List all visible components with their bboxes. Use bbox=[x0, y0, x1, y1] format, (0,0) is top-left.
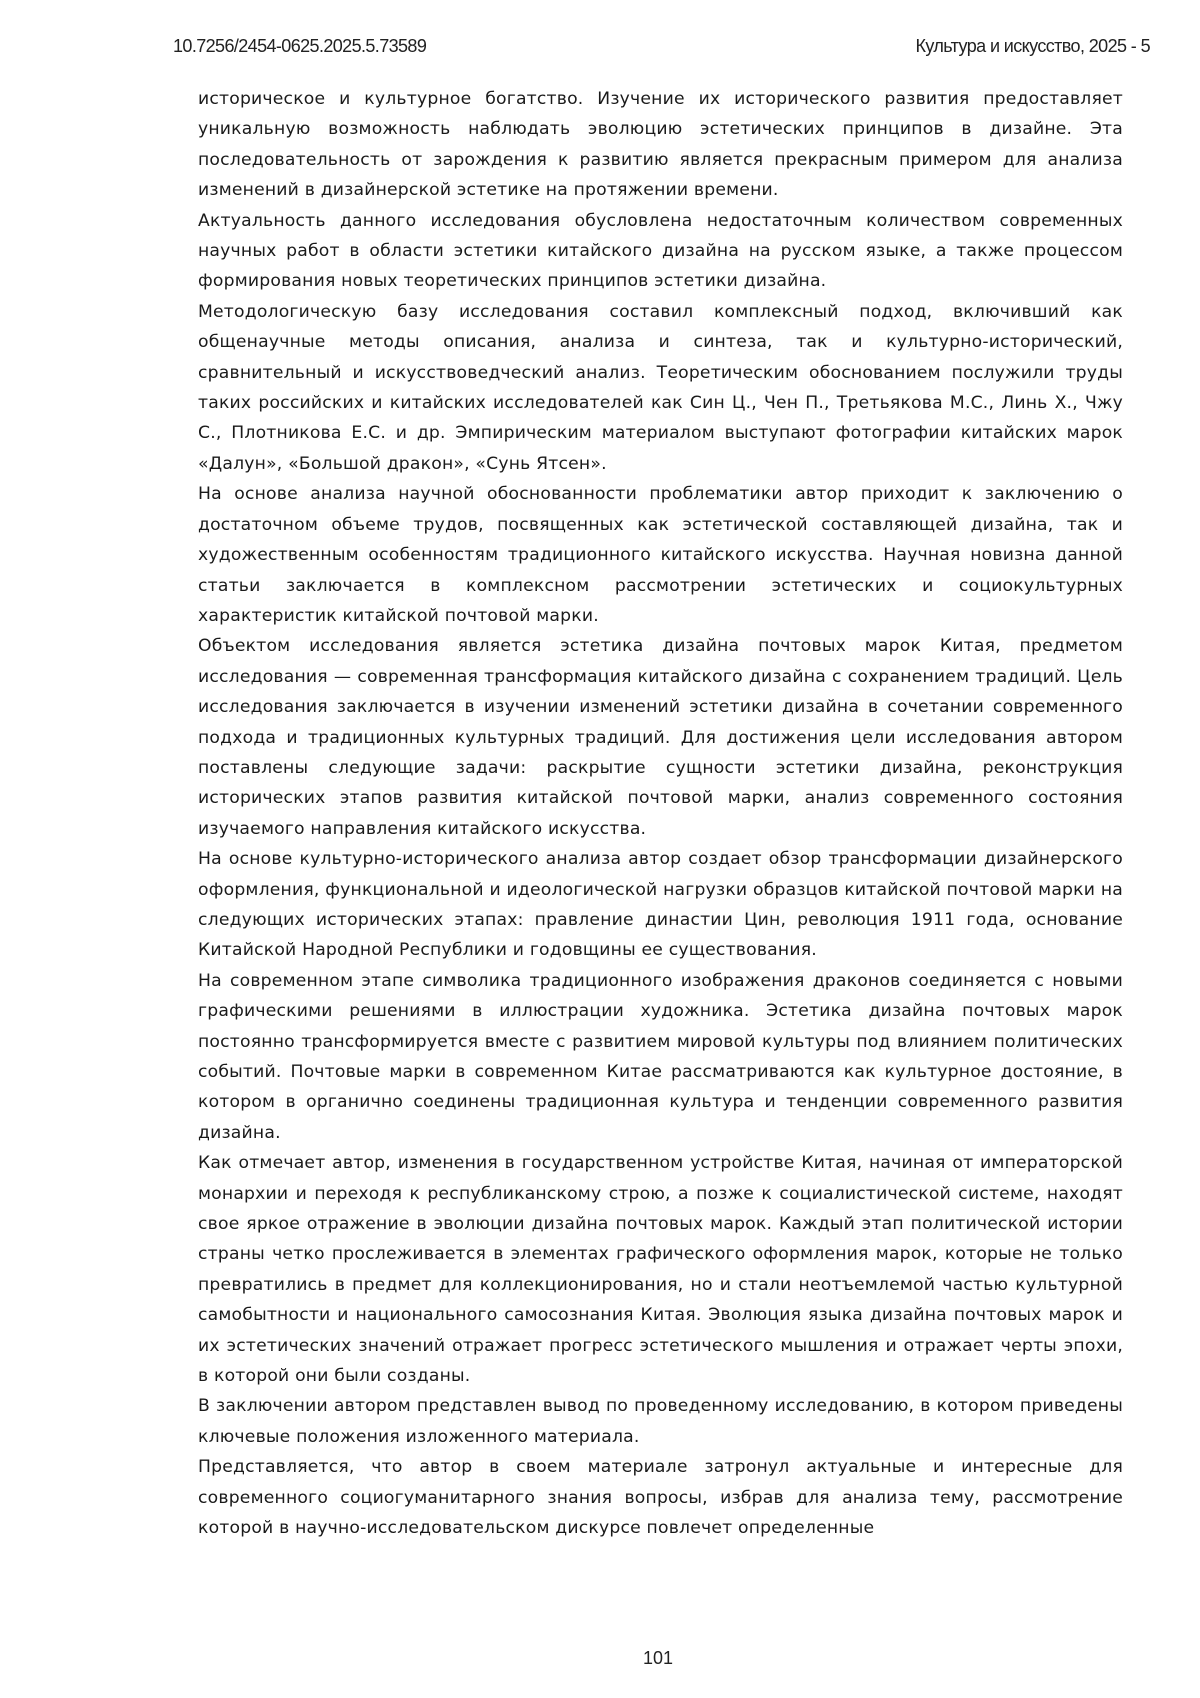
paragraph-3: Методологическую базу исследования составил комплексный подход, включивший как общенаучные методы описания, анализа и синтеза, так и культурно-исторический, сравнительный и искусствоведческий анализ. Теоретическим обоснованием послужили труды таких российских и китайских исследователей как Син Ц., Чен П., Третьякова М.С., Линь Х., Чжу С., Плотникова Е.С. и др. Эмпирическим материалом выступают фотографии китайских марок «Далун», «Большой дракон», «Сунь Ятсен». bbox=[198, 301, 1123, 474]
paragraph-4: На основе анализа научной обоснованности проблематики автор приходит к заключению о достаточном объеме трудов, посвященных как эстетической составляющей дизайна, так и художественным особенностям традиционного китайского искусства. Научная новизна данной статьи заключается в комплексном рассмотрении эстетических и социокультурных характеристик китайской почтовой марки. bbox=[198, 484, 1123, 626]
page-number: 101 bbox=[642, 1648, 674, 1668]
paragraph-2: Актуальность данного исследования обусловлена недостаточным количеством современных научных работ в области эстетики китайского дизайна на русском языке, а также процессом формирования новых теоретических принципов эстетики дизайна. bbox=[198, 210, 1123, 292]
paragraph-8: Как отмечает автор, изменения в государственном устройстве Китая, начиная от императорской монархии и переходя к республиканскому строю, а позже к социалистической системе, находят свое яркое отражение в эволюции дизайна почтовых марок. Каждый этап политической истории страны четко прослеживается в элементах графического оформления марок, которые не только превратились в предмет для коллекционирования, но и стали неотъемлемой частью культурной самобытности и национального самосознания Китая. Эволюция языка дизайна почтовых марок и их эстетических значений отражает прогресс эстетического мышления и отражает черты эпохи, в которой они были созданы. bbox=[198, 1153, 1123, 1387]
paragraph-6: На основе культурно-исторического анализа автор создает обзор трансформации дизайнерского оформления, функциональной и идеологической нагрузки образцов китайской почтовой марки на следующих исторических этапах: правление династии Цин, революция 1911 года, основание Китайской Народной Республики и годовщины ее существования. bbox=[198, 849, 1123, 961]
paragraph-1: историческое и культурное богатство. Изучение их исторического развития предоставляет уникальную возможность наблюдать эволюцию эстетических принципов в дизайне. Эта последовательность от зарождения к развитию является прекрасным примером для анализа изменений в дизайнерской эстетике на протяжении времени. bbox=[198, 89, 1123, 201]
article-body bbox=[198, 84, 1123, 1544]
paragraph-5: Объектом исследования является эстетика дизайна почтовых марок Китая, предметом исследования — современная трансформация китайского дизайна с сохранением традиций. Цель исследования заключается в изучении изменений эстетики дизайна в сочетании современного подхода и традиционных культурных традиций. Для достижения цели исследования автором поставлены следующие задачи: раскрытие сущности эстетики дизайна, реконструкция исторических этапов развития китайской почтовой марки, анализ современного состояния изучаемого направления китайского искусства. bbox=[198, 636, 1123, 839]
paragraph-9: В заключении автором представлен вывод по проведенному исследованию, в котором приведены ключевые положения изложенного материала. bbox=[198, 1396, 1123, 1447]
paragraph-10: Представляется, что автор в своем материале затронул актуальные и интересные для современного социогуманитарного знания вопросы, избрав для анализа тему, рассмотрение которой в научно-исследовательском дискурсе повлечет определенные bbox=[198, 1457, 1123, 1539]
paragraph-7: На современном этапе символика традиционного изображения драконов соединяется с новыми графическими решениями в иллюстрации художника. Эстетика дизайна почтовых марок постоянно трансформируется вместе с развитием мировой культуры под влиянием политических событий. Почтовые марки в современном Китае рассматриваются как культурное достояние, в котором в органично соединены традиционная культура и тенденции современного развития дизайна. bbox=[198, 970, 1123, 1143]
journal-issue: Культура и искусство, 2025 - 5 bbox=[915, 36, 1150, 56]
doi-text: 10.7256/2454-0625.2025.5.73589 bbox=[173, 36, 427, 56]
page-header bbox=[173, 36, 1150, 60]
